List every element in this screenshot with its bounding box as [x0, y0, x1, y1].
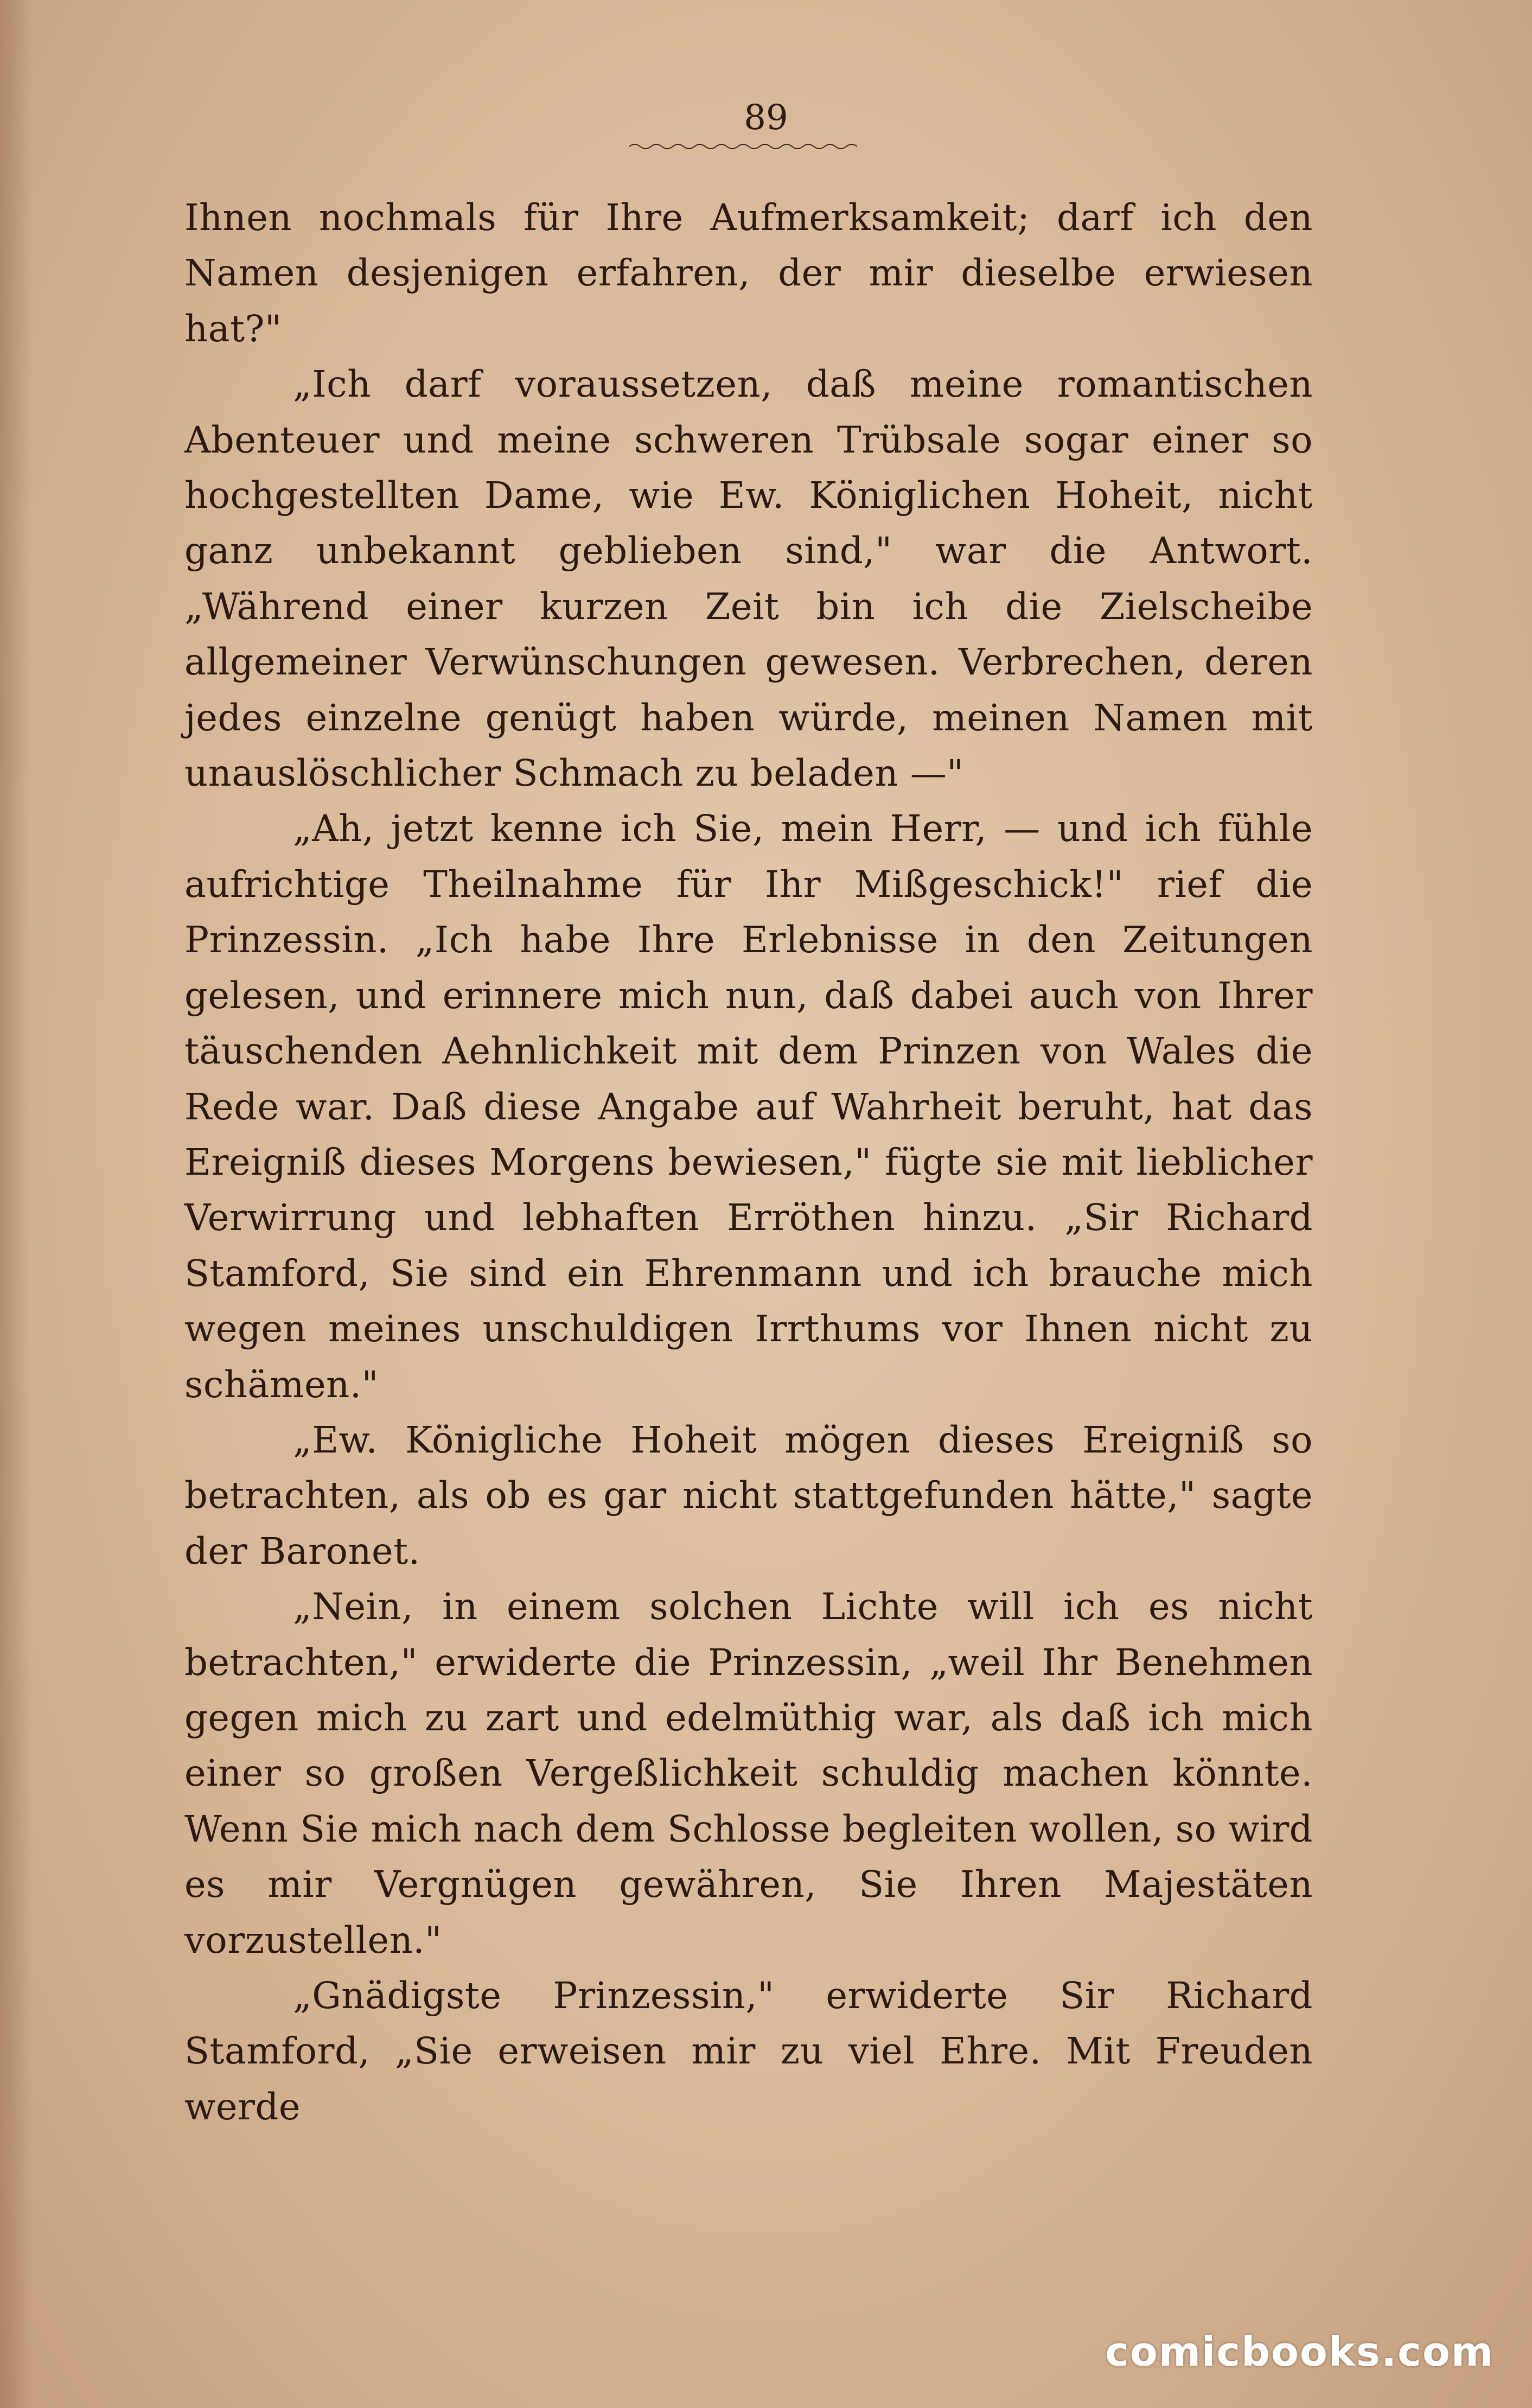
watermark: comicbooks.com: [1105, 2329, 1494, 2375]
decorative-rule-ornament: [629, 142, 857, 151]
page-number: 89: [744, 98, 788, 138]
paragraph: Ihnen nochmals für Ihre Aufmerksamkeit; darf ich den Namen desjenigen erfahren, der mir dieselbe erwiesen hat?": [184, 196, 1313, 350]
paragraph: „Nein, in einem solchen Lichte will ich es nicht betrachten," erwiderte die Prinzessin, „weil Ihr Benehmen gegen mich zu zart und edelmüthig war, als daß ich mich einer so großen Vergeßlichkeit schuldig machen könnte. Wenn Sie mich nach dem Schlosse begleiten wollen, so wird es mir Vergnügen gewähren, Sie Ihren Majestäten vorzustellen.": [184, 1585, 1313, 1961]
page-edge-shadow: [0, 0, 33, 2408]
paragraph: „Ew. Königliche Hoheit mögen dieses Ereigniß so betrachten, als ob es gar nicht stattgefunden hätte," sagte der Baronet.: [184, 1418, 1313, 1572]
paragraph: „Gnädigste Prinzessin," erwiderte Sir Richard Stamford, „Sie erweisen mir zu viel Ehre. Mit Freuden werde: [184, 1974, 1313, 2128]
paragraph: „Ich darf voraussetzen, daß meine romantischen Abenteuer und meine schweren Trübsale sogar einer so hochgestellten Dame, wie Ew. Königlichen Hoheit, nicht ganz unbekannt geblieben sind," war die Antwort. „Während einer kurzen Zeit bin ich die Zielscheibe allgemeiner Verwünschungen gewesen. Verbrechen, deren jedes einzelne genügt haben würde, meinen Namen mit unauslöschlicher Schmach zu beladen —": [184, 363, 1313, 795]
body-text: [184, 190, 1313, 2135]
paragraph: „Ah, jetzt kenne ich Sie, mein Herr, — und ich fühle aufrichtige Theilnahme für Ihr Mißgeschick!" rief die Prinzessin. „Ich habe Ihre Erlebnisse in den Zeitungen gelesen, und erinnere mich nun, daß dabei auch von Ihrer täuschenden Aehnlichkeit mit dem Prinzen von Wales die Rede war. Daß diese Angabe auf Wahrheit beruht, hat das Ereigniß dieses Morgens bewiesen," fügte sie mit lieblicher Verwirrung und lebhaften Erröthen hinzu. „Sir Richard Stamford, Sie sind ein Ehrenmann und ich brauche mich wegen meines unschuldigen Irrthums vor Ihnen nicht zu schämen.": [184, 807, 1313, 1406]
